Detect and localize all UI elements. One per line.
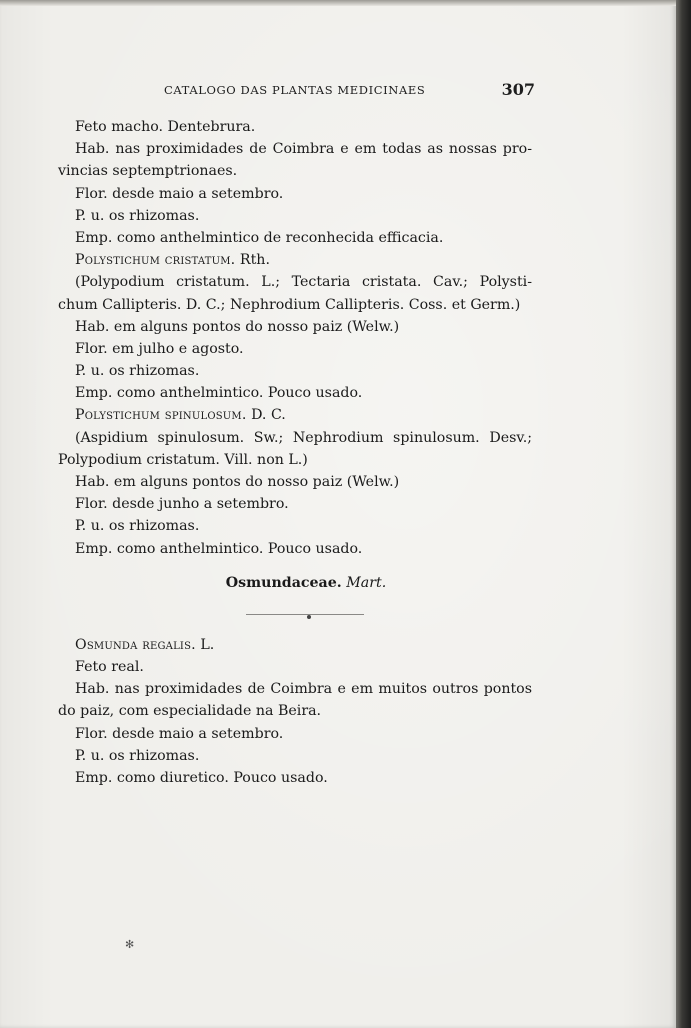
ornament-mark: ✻ (125, 938, 135, 951)
body-text (58, 116, 532, 789)
entry-line: Polypodium cristatum. Vill. non L.) (58, 451, 308, 468)
species-author: Rth. (239, 252, 270, 269)
entry-line: Emp. como anthelmintico de reconhecida efficacia. (75, 229, 444, 246)
entry-line: Flor. em julho e agosto. (75, 340, 244, 357)
family-heading (58, 560, 532, 612)
entry-line: Hab. em alguns pontos do nosso paiz (Welw.) (75, 474, 400, 490)
entry-line: Hab. nas proximidades de Coimbra e em todas as nossas pro- (75, 141, 532, 158)
entry-line: P. u. os rhizomas. (75, 363, 200, 380)
entry-line: Flor. desde maio a setembro. (75, 725, 284, 742)
entry-line: Hab. em alguns pontos do nosso paiz (Welw.) (75, 318, 400, 335)
entry-line: Emp. como anthelmintico. Pouco usado. (75, 385, 363, 402)
species-name: Polystichum cristatum. (75, 252, 236, 269)
section-rule (58, 612, 532, 628)
entry-osmunda-regalis (58, 634, 532, 789)
entry-line: P. u. os rhizomas. (75, 518, 200, 535)
entry-line: Emp. como anthelmintico. Pouco usado. (75, 540, 363, 557)
species-author: L. (200, 636, 215, 653)
species-name: Polystichum spinulosum. (75, 407, 247, 424)
entry-line: (Aspidium spinulosum. Sw.; Nephrodium spinulosum. Desv.; (75, 429, 532, 446)
page-right-edge (676, 0, 691, 1028)
entry-line: Hab. nas proximidades de Coimbra e em muitos outros pontos (75, 681, 532, 698)
entry-line: vincias septemptrionaes. (58, 163, 238, 180)
entry-line: Emp. como diuretico. Pouco usado. (75, 769, 328, 786)
species-heading (58, 404, 532, 426)
entry-polystichum-cristatum (58, 249, 532, 404)
species-heading (58, 249, 532, 271)
entry-line: Flor. desde junho a setembro. (75, 496, 289, 513)
running-head (160, 80, 535, 100)
entry-polystichum-spinulosum (58, 404, 532, 559)
entry-line: Feto real. (75, 658, 144, 675)
entry-line: chum Callipteris. D. C.; Nephrodium Callipteris. Coss. et Germ.) (58, 296, 521, 313)
page-top-edge (0, 0, 676, 6)
page-number: 307 (501, 80, 535, 99)
entry-line: Feto macho. Dentebrura. (75, 119, 256, 135)
family-author: Mart. (346, 574, 387, 591)
entry-line: do paiz, com especialidade na Beira. (58, 703, 322, 720)
entry-line: (Polypodium cristatum. L.; Tectaria cristata. Cav.; Polysti- (75, 274, 532, 291)
family-name: Osmundaceae. (225, 574, 342, 591)
species-author: D. C. (251, 407, 286, 424)
entry-dryopteris-filix-mas (58, 116, 532, 249)
entry-line: Flor. desde maio a setembro. (75, 185, 284, 202)
species-heading (58, 634, 532, 656)
entry-line: P. u. os rhizomas. (75, 747, 200, 764)
entry-line: P. u. os rhizomas. (75, 207, 200, 224)
running-title: CATALOGO DAS PLANTAS MEDICINAES (164, 83, 426, 97)
species-name: Osmunda regalis. (75, 636, 196, 653)
rule-dot (307, 615, 311, 619)
